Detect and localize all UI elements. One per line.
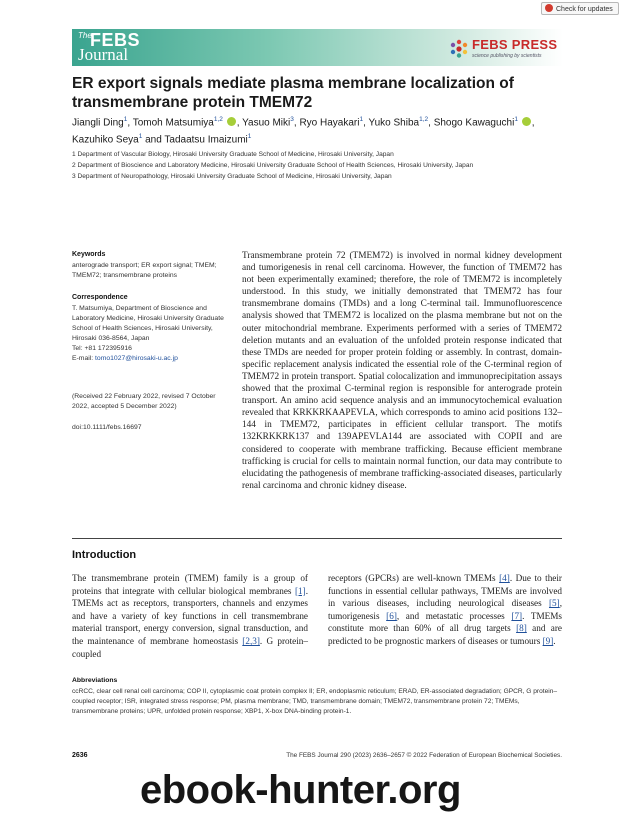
check-for-updates-label: Check for updates bbox=[556, 6, 613, 13]
section-divider bbox=[72, 538, 562, 539]
body-text: , and metastatic processes bbox=[396, 610, 512, 621]
febs-press-tagline: science publishing by scientists bbox=[472, 53, 542, 59]
introduction-heading: Introduction bbox=[72, 549, 137, 561]
doi[interactable]: doi:10.1111/febs.16697 bbox=[72, 424, 142, 431]
affiliation-1: 1 Department of Vascular Biology, Hirosaki University Graduate School of Medicine, Hirosaki University, Japan bbox=[72, 151, 394, 158]
author-separator: , bbox=[127, 117, 133, 129]
author-affiliation-marker: 1 bbox=[514, 116, 518, 123]
email-link[interactable]: tomo1027@hirosaki-u.ac.jp bbox=[95, 355, 178, 362]
author-separator: , bbox=[531, 117, 535, 129]
received-dates: (Received 22 February 2022, revised 7 October 2022, accepted 5 December 2022) bbox=[72, 393, 216, 410]
body-text: and are predicted to be prognostic markers of diseases or tumours bbox=[328, 623, 562, 646]
author-separator: and bbox=[142, 134, 165, 146]
author-name: Yuko Shiba bbox=[368, 117, 420, 129]
article-title: ER export signals mediate plasma membrane localization of transmembrane protein TMEM72 bbox=[72, 75, 514, 111]
abbreviations-text: ccRCC, clear cell renal cell carcinoma; COP II, cytoplasmic coat protein complex II; ER, endoplasmic reticulum; ERAD, ER-associated degradation; GPCR, G protein–coupled receptor; ISR, integrated stress response; PM, plasma membrane; TMD, transmembrane domain; TMEM72, transmembrane protein 72; TMEMs, transmembrane proteins; UPR, unfolded protein response; XBP1, X-box DNA-binding protein-1. bbox=[72, 688, 558, 715]
author-name: Ryo Hayakari bbox=[299, 117, 360, 129]
journal-logo-journal: Journal bbox=[78, 45, 129, 64]
journal-footer: The FEBS Journal 290 (2023) 2636–2657 © 2022 Federation of European Biochemical Societies. bbox=[286, 752, 562, 759]
body-text: receptors (GPCRs) are well-known TMEMs bbox=[328, 573, 500, 583]
abbreviations-heading: Abbreviations bbox=[72, 677, 118, 684]
author-separator: , bbox=[293, 117, 300, 129]
body-text: . bbox=[553, 635, 556, 646]
author-name: Tomoh Matsumiya bbox=[132, 117, 214, 129]
keywords-heading: Keywords bbox=[72, 251, 106, 258]
keywords-text: anterograde transport; ER export signal; TMEM; TMEM72; transmembrane proteins bbox=[72, 262, 217, 279]
journal-logo-the: The bbox=[78, 31, 92, 40]
correspondence-text bbox=[72, 304, 232, 364]
author-name: Yasuo Miki bbox=[242, 117, 291, 129]
watermark: ebook-hunter.org bbox=[140, 768, 461, 812]
author-affiliation-marker: 3 bbox=[290, 116, 294, 123]
correspondence-heading: Correspondence bbox=[72, 294, 128, 301]
affiliation-3: 3 Department of Neuropathology, Hirosaki University Graduate School of Medicine, Hirosaki University, Japan bbox=[72, 173, 392, 180]
author-affiliation-marker: 1 bbox=[247, 133, 252, 141]
reference-link[interactable]: [8] bbox=[516, 623, 527, 634]
author-name: Shogo Kawaguchi bbox=[433, 117, 515, 129]
author-affiliation-marker: 1,2 bbox=[419, 116, 429, 123]
correspondence-tel: Tel: +81 172395916 bbox=[72, 345, 132, 352]
check-for-updates-button[interactable] bbox=[541, 2, 619, 15]
reference-link[interactable]: [5] bbox=[548, 598, 560, 609]
author-separator: , bbox=[428, 117, 434, 129]
febs-press-name: FEBS PRESS bbox=[472, 37, 558, 52]
introduction-column-1 bbox=[72, 572, 308, 660]
email-label: E-mail: bbox=[72, 355, 96, 362]
author-affiliation-marker: 1 bbox=[359, 116, 364, 123]
update-badge-icon bbox=[545, 4, 553, 12]
reference-link[interactable]: [4] bbox=[499, 573, 510, 583]
abstract-text: Transmembrane protein 72 (TMEM72) is involved in normal kidney development and tumorigenesis in renal cell carcinoma. However, the function of TMEM72 has not been experimentally examined; therefore, the role of TMEM72 is incompletely understood. In this study, we initially demonstrated that TMEM72 has four transmembrane domains (TMDs) and a long C-terminal tail. Immunofluorescence analysis showed that TMEM72 is localized on the plasma membrane but not on the outer mitochondrial membrane. Experiments performed with a series of TMEM72 deletion mutants and an evaluation of the unfolded protein response indicated that these TMDs are needed for proper protein folding or assembly. In contrast, domain-specific replacement analysis indicated the essential role of the C-terminal region of TMEM72 in protein transport. Spatial colocalization and immunoprecipitation assays showed that the proximal C-terminal region is responsible for anterograde protein transport. An amino acid sequence analysis and an immunocytochemical evaluation revealed that KRKKRKAAPEVLA, which corresponds to amino acid positions 132–144 in TMEM72, participates in efficient cellular transport. The motifs 132KRKKRK137 and 139APEVLA144 are associated with COPII and are considered to cooperate with membrane trafficking. Because efficient membrane trafficking is crucial for cells to maintain normal function, our data may contribute to elucidating the pathogenesis of membrane trafficking-associated diseases, particularly renal carcinoma and chronic kidney disease. bbox=[242, 251, 562, 491]
body-text: . G protein–coupled bbox=[72, 635, 308, 659]
body-text: . Due to their functions in essential cellular pathways, TMEMs are involved in various diseases, including neurological diseases bbox=[328, 573, 562, 609]
orcid-icon[interactable] bbox=[227, 117, 236, 126]
reference-link[interactable]: [6] bbox=[386, 610, 397, 621]
author-list bbox=[72, 113, 562, 148]
introduction-column-2 bbox=[328, 572, 562, 648]
febs-press-logo-icon bbox=[448, 38, 470, 60]
reference-link[interactable]: [1] bbox=[294, 585, 306, 596]
orcid-icon[interactable] bbox=[522, 117, 531, 126]
author-name: Jiangli Ding bbox=[72, 117, 124, 129]
journal-logo-febs: FEBS bbox=[90, 30, 141, 50]
reference-link[interactable]: [9] bbox=[542, 635, 554, 646]
reference-link[interactable]: [2,3] bbox=[242, 635, 260, 646]
author-name: Tadaatsu Imaizumi bbox=[164, 134, 248, 146]
body-text: . TMEMs constitute more than 60% of all drug targets bbox=[328, 610, 562, 634]
author-separator: , bbox=[363, 117, 369, 129]
page-number: 2636 bbox=[72, 752, 88, 759]
reference-link[interactable]: [7] bbox=[511, 610, 523, 621]
body-text: , tumorigenesis bbox=[328, 598, 562, 621]
author-affiliation-marker: 1,2 bbox=[213, 116, 223, 123]
author-affiliation-marker: 1 bbox=[138, 133, 143, 141]
body-text: The transmembrane protein (TMEM) family is a group of proteins that integrate with cellular biological membranes bbox=[72, 573, 308, 596]
author-affiliation-marker: 1 bbox=[123, 116, 128, 123]
affiliation-2: 2 Department of Bioscience and Laboratory Medicine, Hirosaki University Graduate School of Health Sciences, Hirosaki University, Japan bbox=[72, 162, 474, 169]
author-name: Kazuhiko Seya bbox=[72, 134, 139, 146]
author-separator: , bbox=[236, 117, 243, 129]
correspondence-address: T. Matsumiya, Department of Bioscience and Laboratory Medicine, Hirosaki University Graduate School of Health Sciences, Hirosaki University, Hirosaki 036-8564, Japan bbox=[72, 305, 224, 342]
body-text: . TMEMs act as receptors, transporters, channels and enzymes and have a variety of key functions in cell transmembrane material transport, energy conversion, signal transduction, and the maintenance of membrane homeostasis bbox=[72, 585, 308, 646]
